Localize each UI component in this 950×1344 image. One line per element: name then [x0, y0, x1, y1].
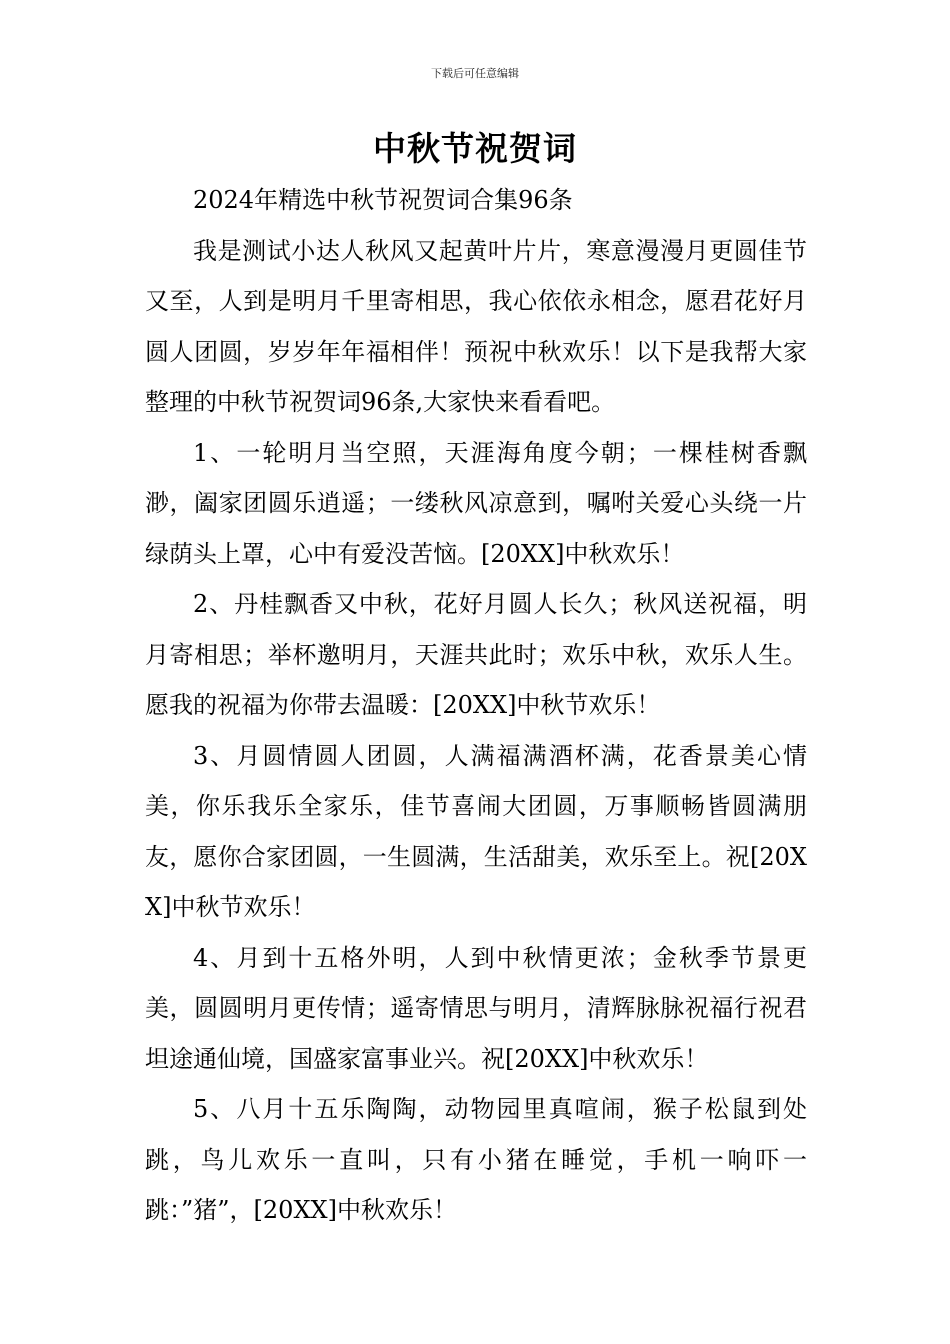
greeting-paragraph-3: 3、月圆情圆人团圆，人满福满酒杯满，花香景美心情美，你乐我乐全家乐，佳节喜闹大团圆，万事顺畅皆圆满朋友，愿你合家团圆，一生圆满，生活甜美，欢乐至上。祝[20XX]中秋节欢乐！ — [145, 741, 807, 921]
greeting-paragraph-5: 5、八月十五乐陶陶，动物园里真喧闹，猴子松鼠到处跳，鸟儿欢乐一直叫，只有小猪在睡觉，手机一响吓一跳：”猪”，[20XX]中秋欢乐！ — [145, 1095, 807, 1224]
document-body — [145, 175, 807, 1236]
intro-paragraph: 我是测试小达人秋风又起黄叶片片，寒意漫漫月更圆佳节又至，人到是明月千里寄相思，我心依依永相念，愿君花好月圆人团圆，岁岁年年福相伴！预祝中秋欢乐！以下是我帮大家整理的中秋节祝贺词96条,大家快来看看吧。 — [145, 236, 807, 416]
subtitle-paragraph: 2024年精选中秋节祝贺词合集96条 — [193, 186, 573, 214]
document-title: 中秋节祝贺词 — [373, 129, 577, 168]
greeting-paragraph-4: 4、月到十五格外明，人到中秋情更浓；金秋季节景更美，圆圆明月更传情；遥寄情思与明月，清辉脉脉祝福行祝君坦途通仙境，国盛家富事业兴。祝[20XX]中秋欢乐！ — [145, 943, 807, 1073]
greeting-paragraph-1: 1、一轮明月当空照，天涯海角度今朝；一棵桂树香飘渺，阖家团圆乐逍遥；一缕秋风凉意到，嘱咐关爱心头绕一片绿荫头上罩，心中有爱没苦恼。[20XX]中秋欢乐！ — [145, 438, 807, 568]
greeting-paragraph-2: 2、丹桂飘香又中秋，花好月圆人长久；秋风送祝福，明月寄相思；举杯邀明月，天涯共此时；欢乐中秋，欢乐人生。愿我的祝福为你带去温暖：[20XX]中秋节欢乐！ — [145, 590, 807, 719]
header-note: 下载后可任意编辑 — [431, 67, 519, 80]
